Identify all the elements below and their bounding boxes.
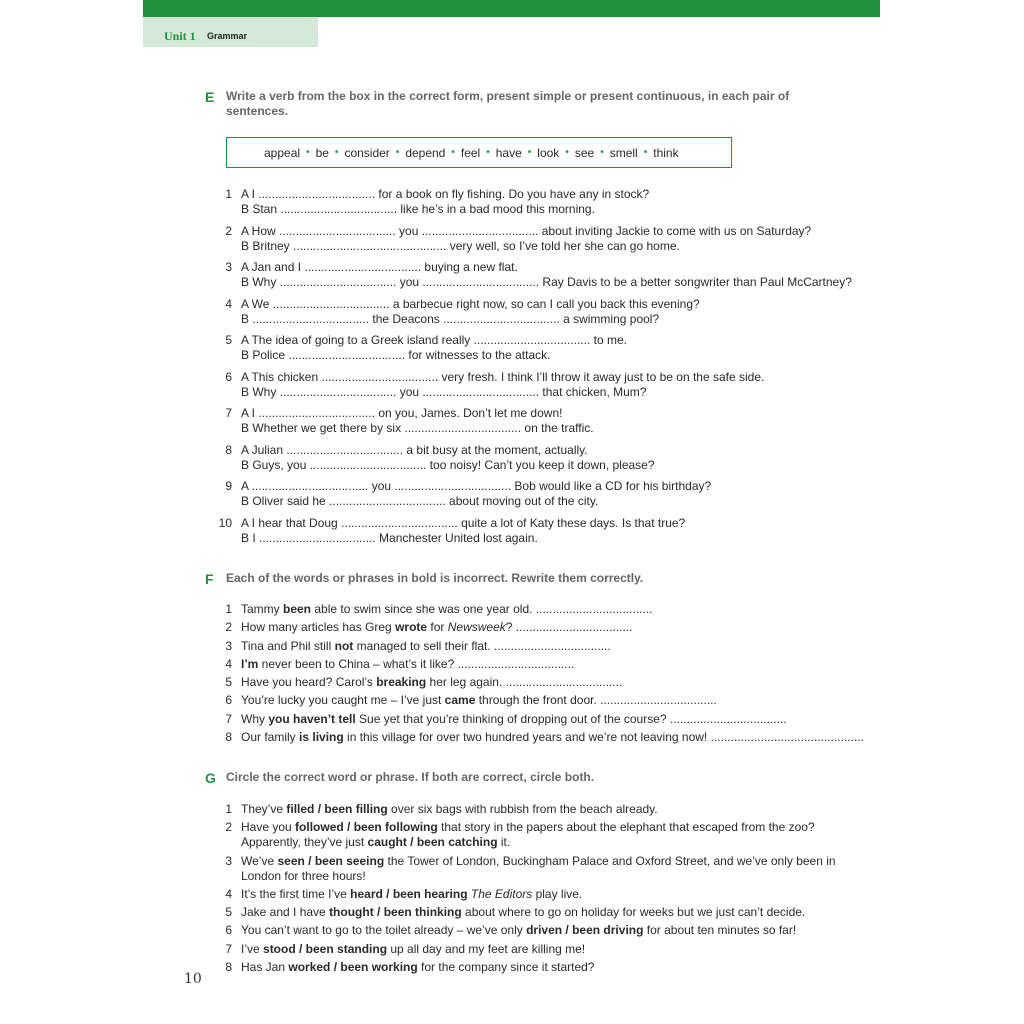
verb-option: think <box>653 145 679 160</box>
item-number: 6 <box>225 923 232 938</box>
item-line <box>241 639 864 654</box>
verb-option: appeal <box>264 145 301 160</box>
exercise-instruction: Each of the words or phrases in bold is incorrect. Rewrite them correctly. <box>226 571 644 585</box>
text-segment: Jake and I have <box>241 905 330 920</box>
bold-phrase: came <box>444 693 476 708</box>
bold-phrase: breaking <box>376 675 427 690</box>
text-segment: B Guys, you ................................... too noisy! Can’t you keep it down, please? <box>241 457 655 472</box>
item-line <box>241 602 864 617</box>
item-number: 8 <box>225 442 232 457</box>
list-item <box>210 370 852 400</box>
item-line <box>241 802 836 817</box>
item-line <box>241 260 852 275</box>
item-number: 6 <box>225 693 232 708</box>
verb-option: smell <box>609 145 638 160</box>
text-segment: How many articles has Greg <box>241 620 396 635</box>
verb-option: depend <box>405 145 446 160</box>
list-item <box>210 887 836 902</box>
bold-phrase: driven / been driving <box>526 923 644 938</box>
text-segment: A I hear that Doug ................................... quite a lot of Katy these days. Is that true? <box>241 515 686 530</box>
bold-phrase: caught / been catching <box>367 835 498 850</box>
item-line <box>241 516 852 531</box>
item-line <box>241 202 852 217</box>
item-line <box>241 275 852 290</box>
item-line <box>241 333 852 348</box>
bullet-dot: • <box>334 147 339 158</box>
text-segment: A Julian ................................... a bit busy at the moment, actually. <box>241 442 588 457</box>
verb-option: see <box>574 145 595 160</box>
text-segment: B Police ................................... for witnesses to the attack. <box>241 348 551 362</box>
list-item <box>210 693 864 708</box>
bullet-dot: • <box>486 147 490 158</box>
list-item <box>210 224 852 254</box>
item-number: 7 <box>225 711 232 726</box>
exercise-instruction: Write a verb from the box in the correct form, present simple or present continuous, in each pair of sentences. <box>226 89 790 118</box>
item-number: 2 <box>225 820 232 835</box>
item-line <box>241 657 864 672</box>
item-line <box>241 620 864 635</box>
text-segment: over six bags with rubbish from the beach already. <box>387 802 658 816</box>
text-segment: A Jan and I ................................... buying a new flat. <box>241 260 518 274</box>
text-segment: A The idea of going to a Greek island really ................................... to me. <box>241 333 627 347</box>
list-item <box>210 602 864 617</box>
item-number: 6 <box>225 369 232 384</box>
text-segment: B ................................... the Deacons ................................... a swimming pool? <box>241 311 660 326</box>
text-segment: B Stan ................................... like he’s in a bad mood this morning. <box>241 202 595 216</box>
list-item <box>210 730 864 745</box>
list-item <box>210 854 836 884</box>
bold-phrase: heard / been hearing <box>350 886 468 901</box>
item-line <box>241 960 836 975</box>
item-number: 5 <box>225 675 232 690</box>
item-line <box>241 224 852 239</box>
exercise-letter: E <box>205 89 215 105</box>
item-number: 8 <box>225 960 232 975</box>
list-item <box>210 620 864 635</box>
item-line <box>241 406 852 421</box>
exercise-instruction: Circle the correct word or phrase. If both are correct, circle both. <box>226 770 595 784</box>
text-segment: ? ................................... <box>505 620 633 635</box>
bullet-dot: • <box>395 147 400 158</box>
text-segment: B Britney .............................................. very well, so I’ve told her she can go home. <box>241 238 680 253</box>
header-bar <box>143 0 880 17</box>
text-segment: for <box>427 620 448 635</box>
text-segment: A How ................................... you ................................... about inviting Jackie to come with us on Saturday? <box>241 223 812 238</box>
item-line <box>241 923 836 938</box>
exercise-e-heading <box>205 89 816 119</box>
text-segment: Our family <box>241 730 300 745</box>
item-line <box>241 239 852 254</box>
verb-box <box>226 137 732 168</box>
item-line <box>241 854 836 869</box>
text-segment: A This chicken ................................... very fresh. I think I’ll throw it away just to be on the safe side. <box>241 369 765 384</box>
text-segment: Tammy <box>241 602 283 616</box>
exercise-e-items <box>210 187 852 552</box>
item-line <box>241 942 836 957</box>
bold-phrase: been <box>283 602 312 616</box>
list-item <box>210 260 852 290</box>
bold-phrase: followed / been following <box>295 820 438 835</box>
text-segment: managed to sell their flat. ................................... <box>353 638 611 653</box>
text-segment: We’ve <box>241 853 278 868</box>
text-segment: I’ve <box>241 941 264 956</box>
item-number: 2 <box>225 620 232 635</box>
italic-title: Newsweek <box>447 620 506 635</box>
exercise-f-items <box>210 602 864 748</box>
list-item <box>210 406 852 436</box>
italic-title: The Editors <box>470 886 533 901</box>
list-item <box>210 639 864 654</box>
text-segment: it. <box>497 835 511 850</box>
exercise-f-heading <box>205 571 816 586</box>
text-segment: able to swim since she was one year old. ................................... <box>311 602 653 616</box>
item-number: 3 <box>225 853 232 868</box>
text-segment: that story in the papers about the elephant that escaped from the zoo? <box>437 820 815 835</box>
list-item <box>210 802 836 817</box>
text-segment: through the front door. ................................... <box>475 693 717 708</box>
text-segment: Sue yet that you’re thinking of dropping out of the course? ................................... <box>355 711 787 726</box>
text-segment: Have you <box>241 820 296 835</box>
bullet-dot: • <box>565 147 569 158</box>
list-item <box>210 712 864 727</box>
text-segment: about where to go on holiday for weeks but we just can’t decide. <box>461 905 806 920</box>
unit-label: Unit 1 <box>164 29 196 43</box>
verb-option: feel <box>460 145 481 160</box>
bold-phrase: worked / been working <box>288 960 418 975</box>
list-item <box>210 516 852 546</box>
item-line <box>241 494 852 509</box>
text-segment: B Why ................................... you ................................... that chicken, Mum? <box>241 384 647 399</box>
text-segment: for about ten minutes so far! <box>643 923 797 938</box>
list-item <box>210 333 852 363</box>
exercise-g-items <box>210 802 836 978</box>
item-line <box>241 905 836 920</box>
bold-phrase: seen / been seeing <box>277 853 385 868</box>
list-item <box>210 297 852 327</box>
item-line <box>241 869 836 884</box>
list-item <box>210 187 852 217</box>
item-number: 5 <box>225 333 232 347</box>
list-item <box>210 905 836 920</box>
text-segment: up all day and my feet are killing me! <box>387 941 586 956</box>
item-line <box>241 348 852 363</box>
item-number: 5 <box>225 905 232 920</box>
item-number: 8 <box>225 730 232 745</box>
bold-phrase: you haven’t tell <box>268 711 356 726</box>
bullet-dot: • <box>306 147 310 158</box>
bullet-dot: • <box>451 147 455 158</box>
item-number: 9 <box>225 479 232 493</box>
item-line <box>241 835 836 850</box>
item-line <box>241 712 864 727</box>
page-number: 10 <box>184 971 202 987</box>
section-label: Grammar <box>207 31 248 41</box>
text-segment: Apparently, they’ve just <box>241 835 368 850</box>
item-line <box>241 675 864 690</box>
item-number: 4 <box>225 886 232 901</box>
text-segment: B I ................................... Manchester United lost again. <box>241 530 538 545</box>
text-segment: for the company since it started? <box>417 960 595 975</box>
item-number: 10 <box>218 515 232 530</box>
item-line <box>241 887 836 902</box>
list-item <box>210 820 836 850</box>
item-number: 7 <box>225 406 232 420</box>
text-segment: It’s the first time I’ve <box>241 886 351 901</box>
text-segment: You can’t want to go to the toilet already – we’ve only <box>241 923 527 938</box>
list-item <box>210 479 852 509</box>
text-segment: You’re lucky you caught me – I’ve just <box>241 693 445 708</box>
item-line <box>241 443 852 458</box>
item-number: 7 <box>225 941 232 956</box>
item-line <box>241 820 836 835</box>
verb-option: consider <box>344 145 390 160</box>
item-number: 1 <box>225 802 232 816</box>
text-segment: Have you heard? Carol’s <box>241 675 377 690</box>
list-item <box>210 443 852 473</box>
item-line <box>241 297 852 312</box>
bullet-dot: • <box>643 147 648 158</box>
exercise-letter: G <box>205 770 216 786</box>
text-segment: B Oliver said he ................................... about moving out of the city. <box>241 494 599 508</box>
text-segment: her leg again. ................................... <box>426 675 623 690</box>
list-item <box>210 657 864 672</box>
text-segment: play live. <box>532 886 583 901</box>
text-segment: A ................................... you ................................... Bob would like a CD for his birthday? <box>241 479 712 493</box>
list-item <box>210 923 836 938</box>
list-item <box>210 675 864 690</box>
text-segment: in this village for over two hundred years and we’re not leaving now! .............................................. <box>343 730 864 745</box>
text-segment: Why <box>241 711 269 726</box>
text-segment: B Whether we get there by six ................................... on the traffic. <box>241 421 594 435</box>
item-line <box>241 385 852 400</box>
item-number: 1 <box>225 602 232 616</box>
list-item <box>210 942 836 957</box>
item-line <box>241 421 852 436</box>
verb-option: have <box>495 145 522 160</box>
verb-option: be <box>315 145 329 160</box>
bullet-dot: • <box>527 147 532 158</box>
bold-phrase: I’m <box>241 656 259 671</box>
item-number: 4 <box>225 296 232 311</box>
bold-phrase: thought / been thinking <box>329 905 462 920</box>
item-number: 3 <box>225 260 232 274</box>
bold-phrase: not <box>334 638 354 653</box>
item-line <box>241 187 852 202</box>
text-segment: A I ................................... for a book on fly fishing. Do you have any in stock? <box>241 187 650 201</box>
item-number: 2 <box>225 223 232 238</box>
item-line <box>241 370 852 385</box>
verb-option: look <box>537 145 560 160</box>
bullet-dot: • <box>600 147 604 158</box>
exercise-g-heading <box>205 770 816 785</box>
item-line <box>241 531 852 546</box>
item-number: 3 <box>225 638 232 653</box>
text-segment: London for three hours! <box>241 868 366 883</box>
text-segment: A I ................................... on you, James. Don’t let me down! <box>241 406 563 420</box>
exercise-letter: F <box>205 571 214 587</box>
bold-phrase: is living <box>299 730 344 745</box>
item-number: 1 <box>225 187 232 201</box>
list-item <box>210 960 836 975</box>
bold-phrase: filled / been filling <box>286 802 388 816</box>
text-segment: They’ve <box>241 802 287 816</box>
item-line <box>241 693 864 708</box>
item-number: 4 <box>225 656 232 671</box>
bold-phrase: wrote <box>395 620 428 635</box>
text-segment: the Tower of London, Buckingham Palace and Oxford Street, and we’ve only been in <box>384 853 836 868</box>
text-segment: A We ................................... a barbecue right now, so can I call you back this evening? <box>241 296 700 311</box>
text-segment: never been to China – what’s it like? ................................... <box>258 656 575 671</box>
item-line <box>241 730 864 745</box>
item-line <box>241 479 852 494</box>
text-segment: Tina and Phil still <box>241 638 335 653</box>
text-segment: B Why ................................... you ................................... Ray Davis to be a better songwriter than Paul McCartney? <box>241 275 852 289</box>
bold-phrase: stood / been standing <box>263 941 388 956</box>
text-segment: Has Jan <box>241 960 289 975</box>
item-line <box>241 312 852 327</box>
item-line <box>241 458 852 473</box>
